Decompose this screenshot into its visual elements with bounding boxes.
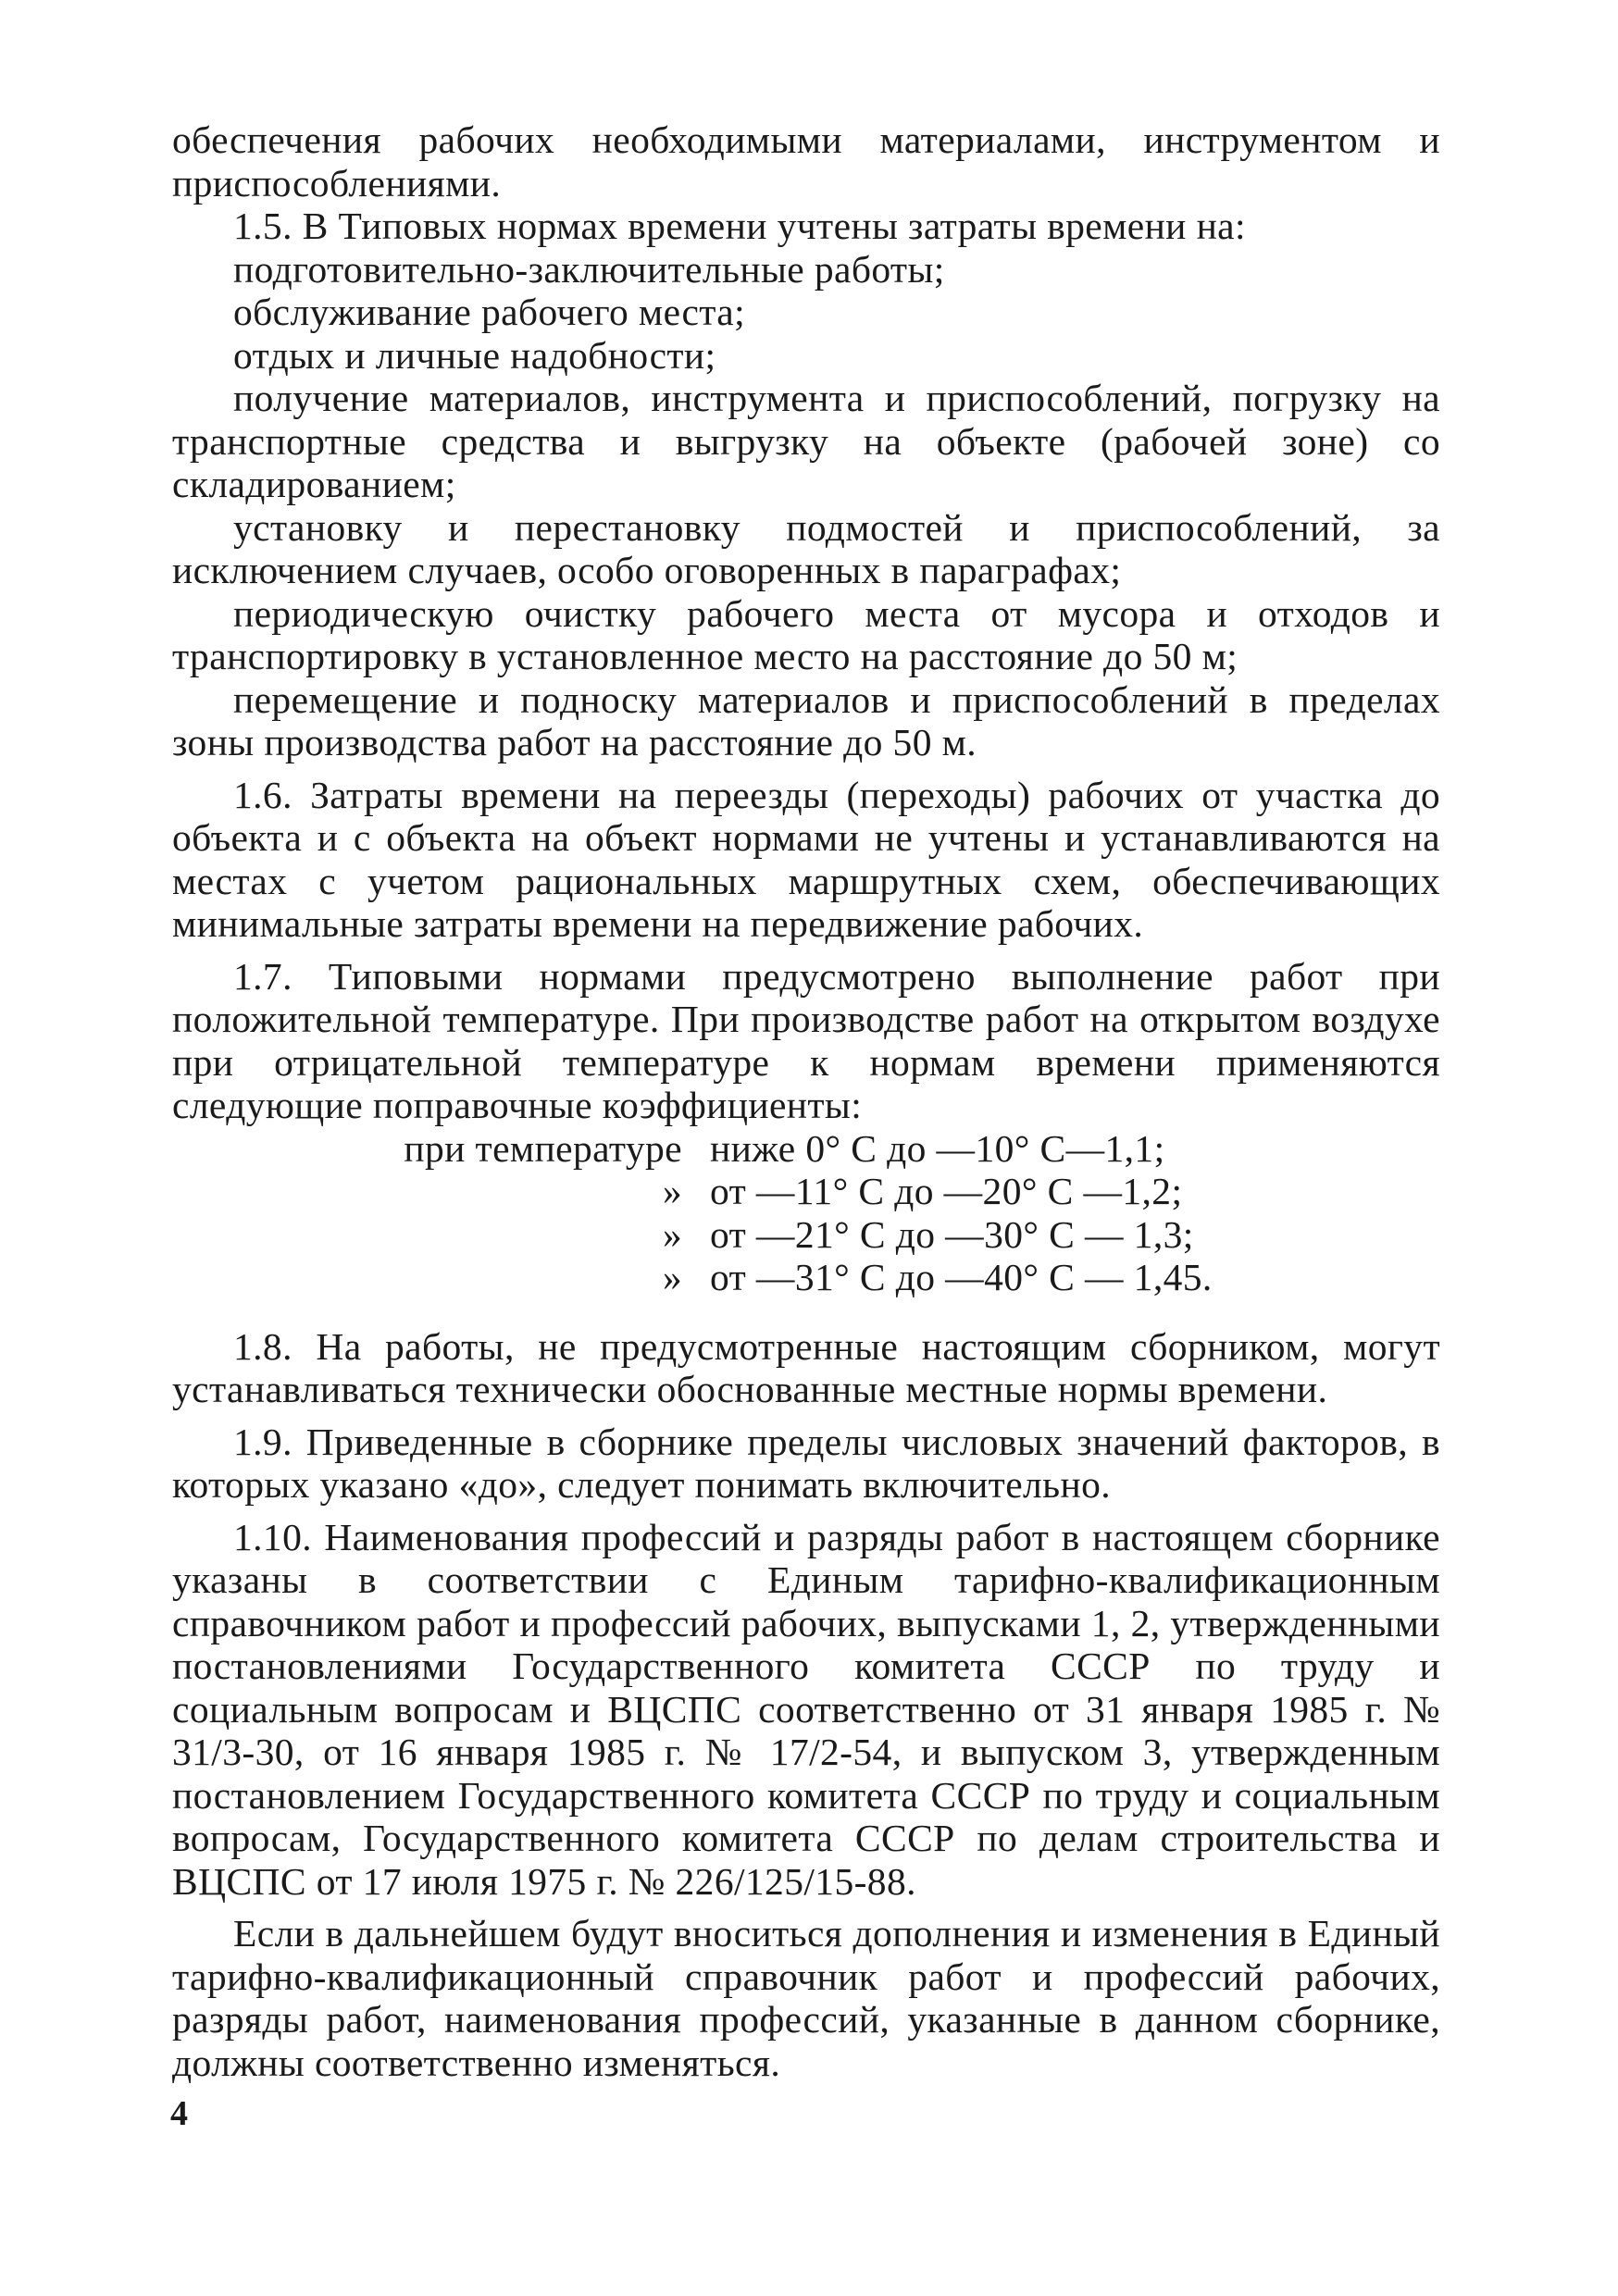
coefficient-label: при температуре <box>404 1126 682 1170</box>
coefficient-range: от —21° С до —30° С — 1,3; <box>710 1212 1194 1256</box>
list-item-workplace-service: обслуживание рабочего места; <box>233 291 746 333</box>
coefficient-range: ниже 0° С до —10° С—1,1; <box>710 1126 1165 1170</box>
coefficient-range: от —31° С до —40° С — 1,45. <box>710 1256 1213 1298</box>
coefficient-row <box>363 1213 1440 1257</box>
coefficient-label: » <box>662 1170 682 1212</box>
coefficient-label: » <box>662 1212 682 1256</box>
paragraph-intro-continuation: обеспечения рабочих необходимыми материалами, инструментом и приспособлениями. <box>172 118 1440 205</box>
coefficient-row <box>363 1127 1440 1171</box>
list-item-rest: отдых и личные надобности; <box>233 333 716 377</box>
paragraph-1-10: 1.10. Наименования профессий и разряды работ в настоящем сборнике указаны в соответствии с Единым тарифно-квалификационным справочником работ и профессий рабочих, выпусками 1, 2, утвержденными постановлениями Государственного комитета СССР по труду и социальным вопросам и ВЦСПС соответственно от 31 января 1985 г. № 31/3-30, от 16 января 1985 г. № 17/2-54, и выпуском 3, утвержденным постановлением Государственного комитета СССР по труду и социальным вопросам, Государственного комитета СССР по делам строительства и ВЦСПС от 17 июля 1975 г. № 226/125/15-88. <box>172 1515 1440 1903</box>
paragraph-1-8: 1.8. На работы, не предусмотренные настоящим сборником, могут устанавливаться технически обоснованные местные нормы времени. <box>172 1324 1440 1410</box>
coefficient-row <box>363 1256 1440 1299</box>
temperature-coefficients-list <box>363 1127 1440 1299</box>
paragraph-1-5: 1.5. В Типовых нормах времени учтены затраты времени на: <box>233 205 1246 247</box>
paragraph-1-9: 1.9. Приведенные в сборнике пределы числовых значений факторов, в которых указано «до», следует понимать включительно. <box>172 1420 1440 1506</box>
paragraph-1-6: 1.6. Затраты времени на переезды (переходы) рабочих от участка до объекта и с объекта на объект нормами не учтены и устанавливаются на местах с учетом рациональных маршрутных схем, обеспечивающих минимальные затраты времени на передвижение рабочих. <box>172 773 1440 945</box>
list-item-workplace-cleaning: периодическую очистку рабочего места от мусора и отходов и транспортировку в установленное место на расстояние до 50 м; <box>172 591 1440 677</box>
list-item-materials-receipt: получение материалов, инструмента и приспособлений, погрузку на транспортные средства и выгрузку на объекте (рабочей зоне) со складированием; <box>172 377 1440 505</box>
document-body <box>172 118 1440 2084</box>
paragraph-1-10-continuation: Если в дальнейшем будут вноситься дополнения и изменения в Единый тарифно-квалификационный справочник работ и профессий рабочих, разряды работ, наименования профессий, указанные в данном сборнике, должны соответственно изменяться. <box>172 1912 1440 2084</box>
list-item-preparatory-work: подготовительно-заключительные работы; <box>233 247 945 291</box>
page-number: 4 <box>170 2094 188 2133</box>
paragraph-1-7: 1.7. Типовыми нормами предусмотрено выполнение работ при положительной температуре. При производстве работ на открытом воздухе при отрицательной температуре к нормам времени применяются следующие поправочные коэффициенты: <box>172 954 1440 1126</box>
coefficient-row <box>363 1170 1440 1213</box>
coefficient-label: » <box>662 1256 682 1298</box>
list-item-scaffold-installation: установку и перестановку подмостей и приспособлений, за исключением случаев, особо оговоренных в параграфах; <box>172 505 1440 591</box>
coefficient-range: от —11° С до —20° С —1,2; <box>710 1170 1183 1212</box>
list-item-materials-moving: перемещение и подноску материалов и приспособлений в пределах зоны производства работ на расстояние до 50 м. <box>172 677 1440 763</box>
